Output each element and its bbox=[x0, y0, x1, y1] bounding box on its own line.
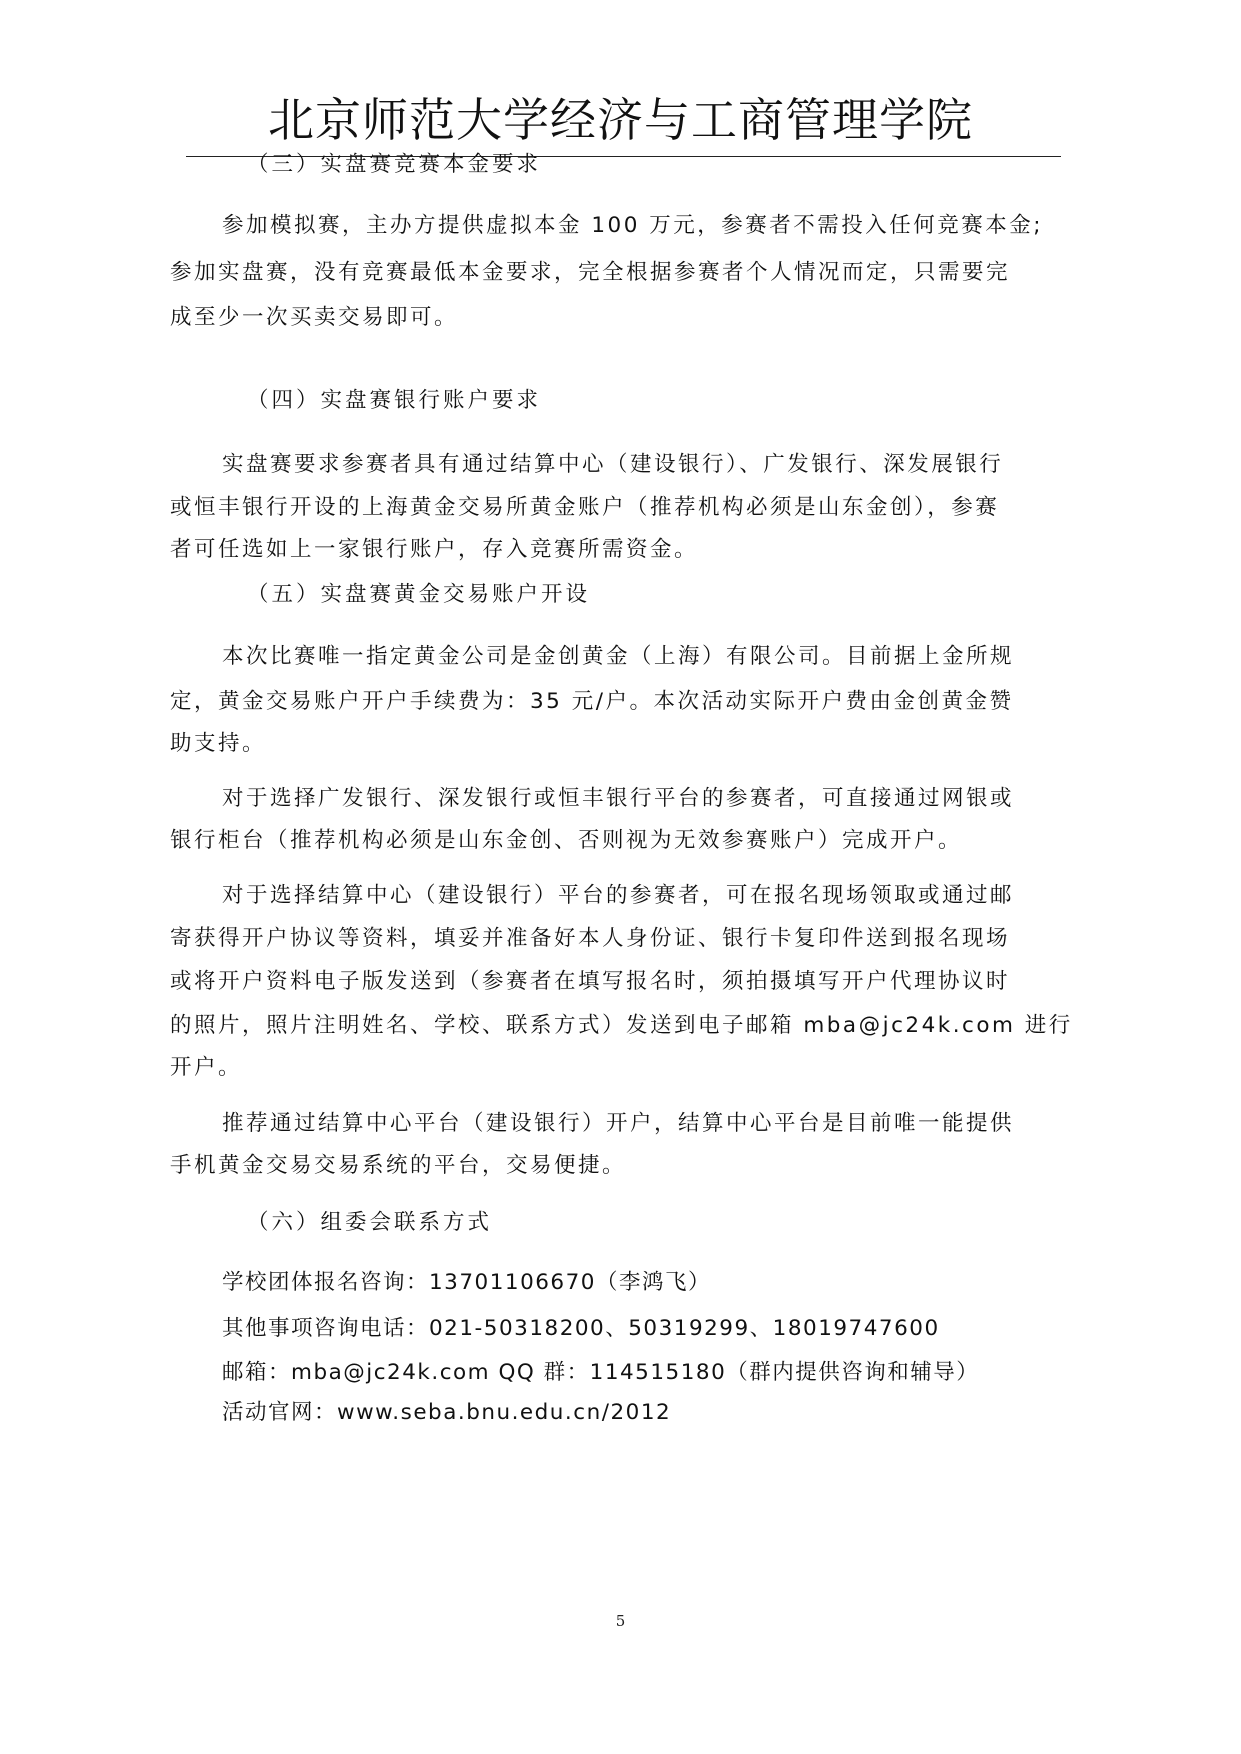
paragraph-line: 者可任选如上一家银行账户，存入竞赛所需资金。 bbox=[170, 537, 699, 562]
section-6-heading: （六）组委会联系方式 bbox=[247, 1210, 493, 1235]
paragraph-line: 的照片，照片注明姓名、学校、联系方式）发送到电子邮箱 mba@jc24k.com 进行 bbox=[170, 1013, 1073, 1038]
contact-line: 其他事项咨询电话：021-50318200、50319299、18019747600 bbox=[222, 1316, 940, 1341]
section-5-heading: （五）实盘赛黄金交易账户开设 bbox=[247, 582, 591, 607]
paragraph-line: 本次比赛唯一指定黄金公司是金创黄金（上海）有限公司。目前据上金所规 bbox=[222, 644, 1015, 669]
paragraph-line: 对于选择结算中心（建设银行）平台的参赛者，可在报名现场领取或通过邮 bbox=[222, 883, 1015, 908]
paragraph-line: 参加模拟赛，主办方提供虚拟本金 100 万元，参赛者不需投入任何竞赛本金; bbox=[222, 213, 1043, 238]
section-3-heading: （三）实盘赛竞赛本金要求 bbox=[247, 152, 542, 177]
contact-line: 活动官网：www.seba.bnu.edu.cn/2012 bbox=[222, 1400, 672, 1425]
contact-line: 邮箱：mba@jc24k.com QQ 群：114515180（群内提供咨询和辅导） bbox=[222, 1360, 980, 1385]
paragraph-line: 推荐通过结算中心平台（建设银行）开户，结算中心平台是目前唯一能提供 bbox=[222, 1111, 1015, 1136]
section-4-heading: （四）实盘赛银行账户要求 bbox=[247, 388, 542, 413]
paragraph-line: 定，黄金交易账户开户手续费为：35 元/户。本次活动实际开户费由金创黄金赞 bbox=[170, 689, 1014, 714]
paragraph-line: 银行柜台（推荐机构必须是山东金创、否则视为无效参赛账户）完成开户。 bbox=[170, 828, 963, 853]
paragraph-line: 实盘赛要求参赛者具有通过结算中心（建设银行）、广发银行、深发展银行 bbox=[222, 452, 1004, 477]
paragraph-line: 寄获得开户协议等资料，填妥并准备好本人身份证、银行卡复印件送到报名现场 bbox=[170, 926, 1011, 951]
paragraph-line: 手机黄金交易交易系统的平台，交易便捷。 bbox=[170, 1153, 627, 1178]
paragraph-line: 成至少一次买卖交易即可。 bbox=[170, 305, 459, 330]
page-header-title: 北京师范大学经济与工商管理学院 bbox=[268, 93, 973, 147]
paragraph-line: 对于选择广发银行、深发银行或恒丰银行平台的参赛者，可直接通过网银或 bbox=[222, 786, 1015, 811]
paragraph-line: 参加实盘赛，没有竞赛最低本金要求，完全根据参赛者个人情况而定，只需要完 bbox=[170, 260, 1011, 285]
paragraph-line: 开户。 bbox=[170, 1055, 243, 1080]
paragraph-line: 或将开户资料电子版发送到（参赛者在填写报名时，须拍摄填写开户代理协议时 bbox=[170, 969, 1011, 994]
paragraph-line: 或恒丰银行开设的上海黄金交易所黄金账户（推荐机构必须是山东金创），参赛 bbox=[170, 495, 1000, 520]
paragraph-line: 助支持。 bbox=[170, 731, 267, 756]
page-number: 5 bbox=[615, 1612, 626, 1630]
contact-line: 学校团体报名咨询：13701106670（李鸿飞） bbox=[222, 1270, 711, 1295]
